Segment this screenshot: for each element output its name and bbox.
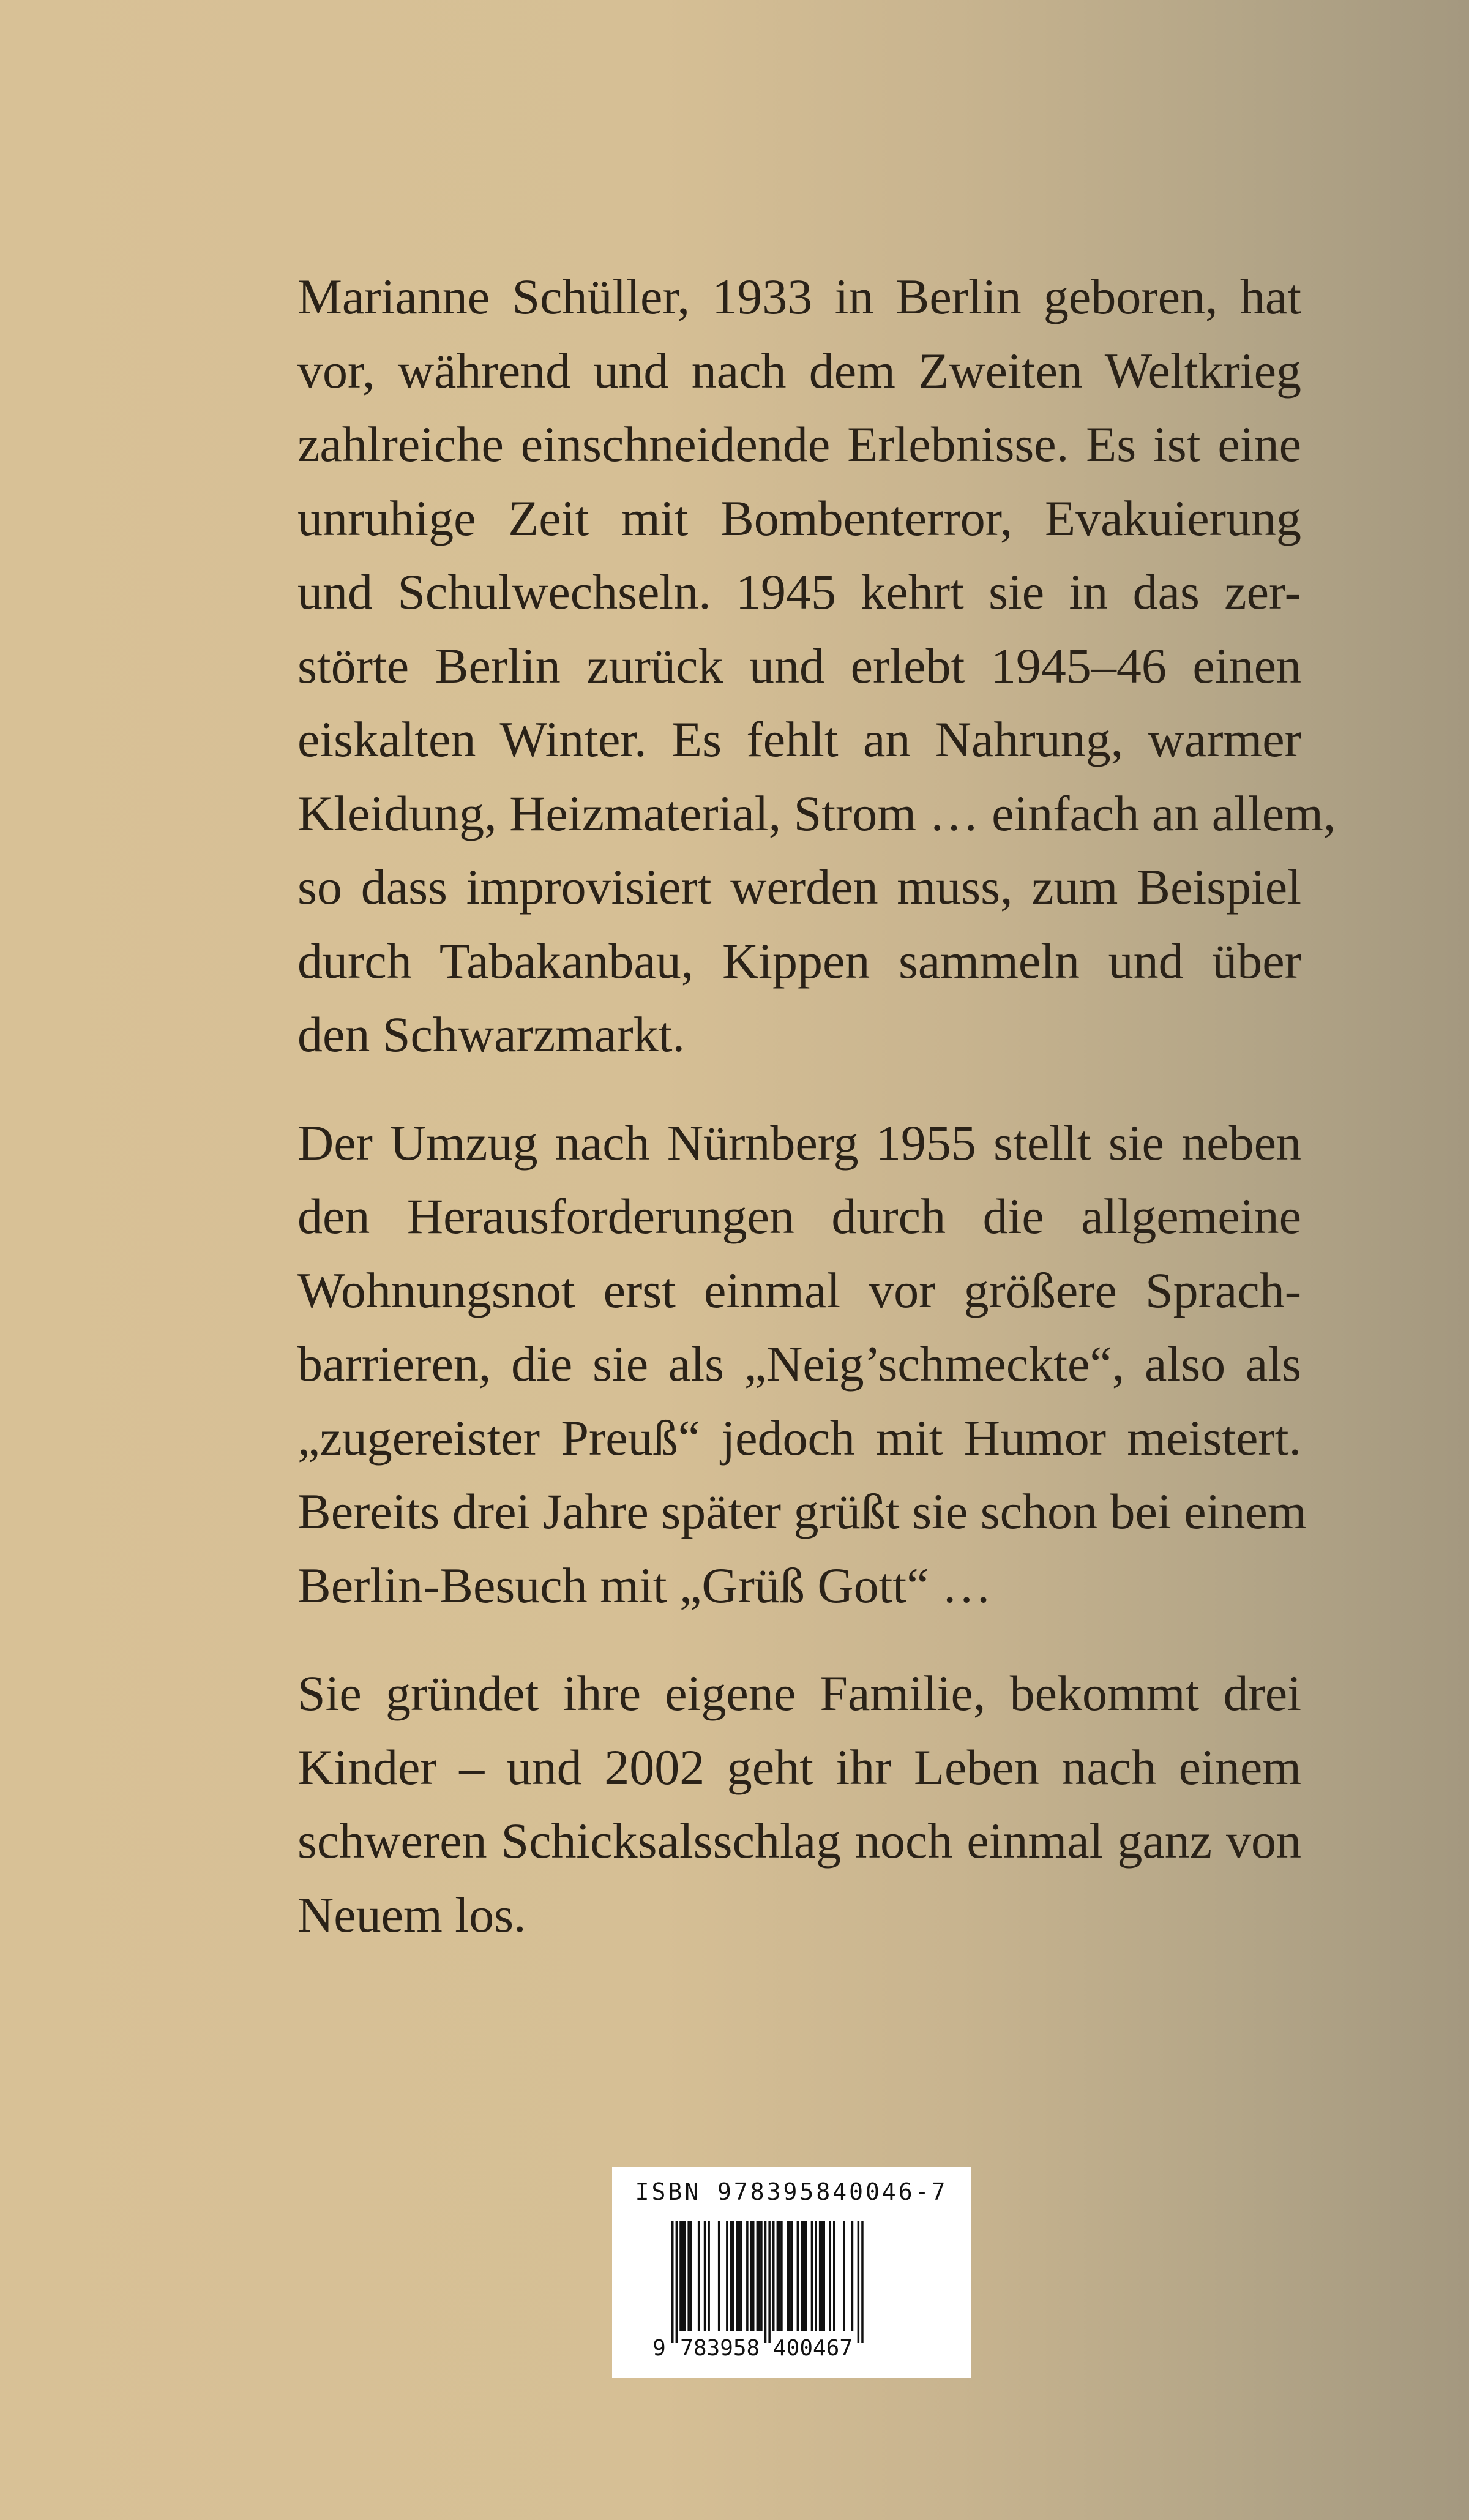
barcode-bar <box>752 2221 755 2331</box>
barcode-bar <box>684 2221 686 2331</box>
text-line: den Schwarzmarkt. <box>297 1007 685 1062</box>
back-cover-blurb <box>297 260 1336 1986</box>
barcode-bar <box>788 2221 791 2331</box>
text-line: schweren Schicksalsschlag noch einmal ganz von <box>297 1813 1301 1869</box>
text-line: Marianne Schüller, 1933 in Berlin geboren, hat <box>297 269 1301 324</box>
text-line: unruhige Zeit mit Bombenterror, Evakuierung <box>297 490 1301 546</box>
text-line: Kinder – und 2002 geht ihr Leben nach einem <box>297 1739 1301 1795</box>
text-line: Berlin-Besuch mit „Grüß Gott“ … <box>297 1557 992 1613</box>
barcode-bar <box>758 2221 761 2331</box>
barcode-bar <box>726 2221 728 2331</box>
text-line: und Schulwechseln. 1945 kehrt sie in das zer- <box>297 564 1301 620</box>
barcode-bar <box>779 2221 781 2331</box>
paragraph <box>297 1657 1301 1952</box>
barcode-bar <box>690 2221 692 2331</box>
isbn-label: ISBN 978395840046-7 <box>635 2178 948 2205</box>
barcode-bar <box>682 2221 684 2331</box>
text-line: vor, während und nach dem Zweiten Weltkrieg <box>297 342 1301 399</box>
barcode-bar <box>811 2221 813 2331</box>
text-line: durch Tabakanbau, Kippen sammeln und über <box>297 932 1301 989</box>
barcode-bar <box>676 2221 678 2343</box>
barcode-bar <box>760 2221 763 2331</box>
text-line: barrieren, die sie als „Neig’schmeckte“, also als <box>297 1336 1301 1392</box>
paragraph <box>297 1106 1307 1623</box>
barcode-bar <box>780 2221 783 2331</box>
barcode-bar <box>821 2221 823 2331</box>
barcode-bar <box>768 2221 771 2343</box>
barcode-bar <box>757 2221 759 2331</box>
barcode-bar <box>740 2221 742 2331</box>
barcode-bar <box>851 2221 854 2331</box>
paragraph <box>297 260 1336 1072</box>
text-line: störte Berlin zurück und erlebt 1945–46 einen <box>297 637 1301 694</box>
barcode-bars <box>649 2219 936 2360</box>
barcode-bar <box>861 2221 864 2343</box>
text-line: eiskalten Winter. Es fehlt an Nahrung, warmer <box>297 711 1301 767</box>
barcode-bar <box>801 2221 803 2331</box>
barcode-bar <box>718 2221 720 2331</box>
barcode-bar <box>823 2221 826 2331</box>
text-line: Bereits drei Jahre später grüßt sie schon bei einem <box>297 1483 1307 1539</box>
text-line: Wohnungsnot erst einmal vor größere Sprach- <box>297 1262 1301 1318</box>
text-line: Kleidung, Heizmaterial, Strom … einfach an allem, <box>297 785 1336 841</box>
text-line: zahlreiche einschneidende Erlebnisse. Es ist eine <box>297 416 1301 472</box>
barcode-bar <box>843 2221 846 2331</box>
barcode-bar <box>704 2221 706 2331</box>
barcode-bar <box>764 2221 767 2343</box>
barcode-digits: 783958 <box>680 2336 760 2360</box>
barcode-bar <box>736 2221 739 2331</box>
barcode-digits: 9 <box>652 2336 666 2360</box>
barcode-bar <box>815 2221 817 2331</box>
barcode-bar <box>772 2221 775 2331</box>
text-line: so dass improvisiert werden muss, zum Beispiel <box>297 859 1301 915</box>
barcode-bar <box>671 2221 674 2343</box>
barcode-bar <box>679 2221 682 2331</box>
text-line: Neuem los. <box>297 1886 526 1943</box>
barcode-bar <box>750 2221 753 2331</box>
isbn-barcode <box>612 2167 971 2378</box>
text-line: den Herausforderungen durch die allgemeine <box>297 1188 1301 1244</box>
text-line: Sie gründet ihre eigene Familie, bekommt drei <box>297 1665 1301 1721</box>
barcode-bar <box>738 2221 741 2331</box>
text-line: „zugereister Preuß“ jedoch mit Humor meistert. <box>297 1409 1301 1466</box>
barcode-bar <box>833 2221 835 2331</box>
barcode-bar <box>698 2221 700 2331</box>
barcode-bar <box>829 2221 831 2331</box>
barcode-bar <box>819 2221 821 2331</box>
barcode-bar <box>787 2221 789 2331</box>
text-line: Der Umzug nach Nürnberg 1955 stellt sie neben <box>297 1114 1301 1171</box>
barcode-bar <box>805 2221 807 2331</box>
barcode-bar <box>687 2221 690 2331</box>
barcode-bar <box>732 2221 734 2331</box>
barcode-bar <box>803 2221 806 2331</box>
barcode-bar <box>858 2221 860 2343</box>
barcode-digits: 400467 <box>772 2336 853 2360</box>
barcode-bar <box>708 2221 710 2331</box>
barcode-bar <box>791 2221 793 2331</box>
barcode-bar <box>777 2221 779 2331</box>
barcode-bar <box>730 2221 733 2331</box>
barcode-bar <box>746 2221 749 2331</box>
barcode-bar <box>797 2221 799 2331</box>
